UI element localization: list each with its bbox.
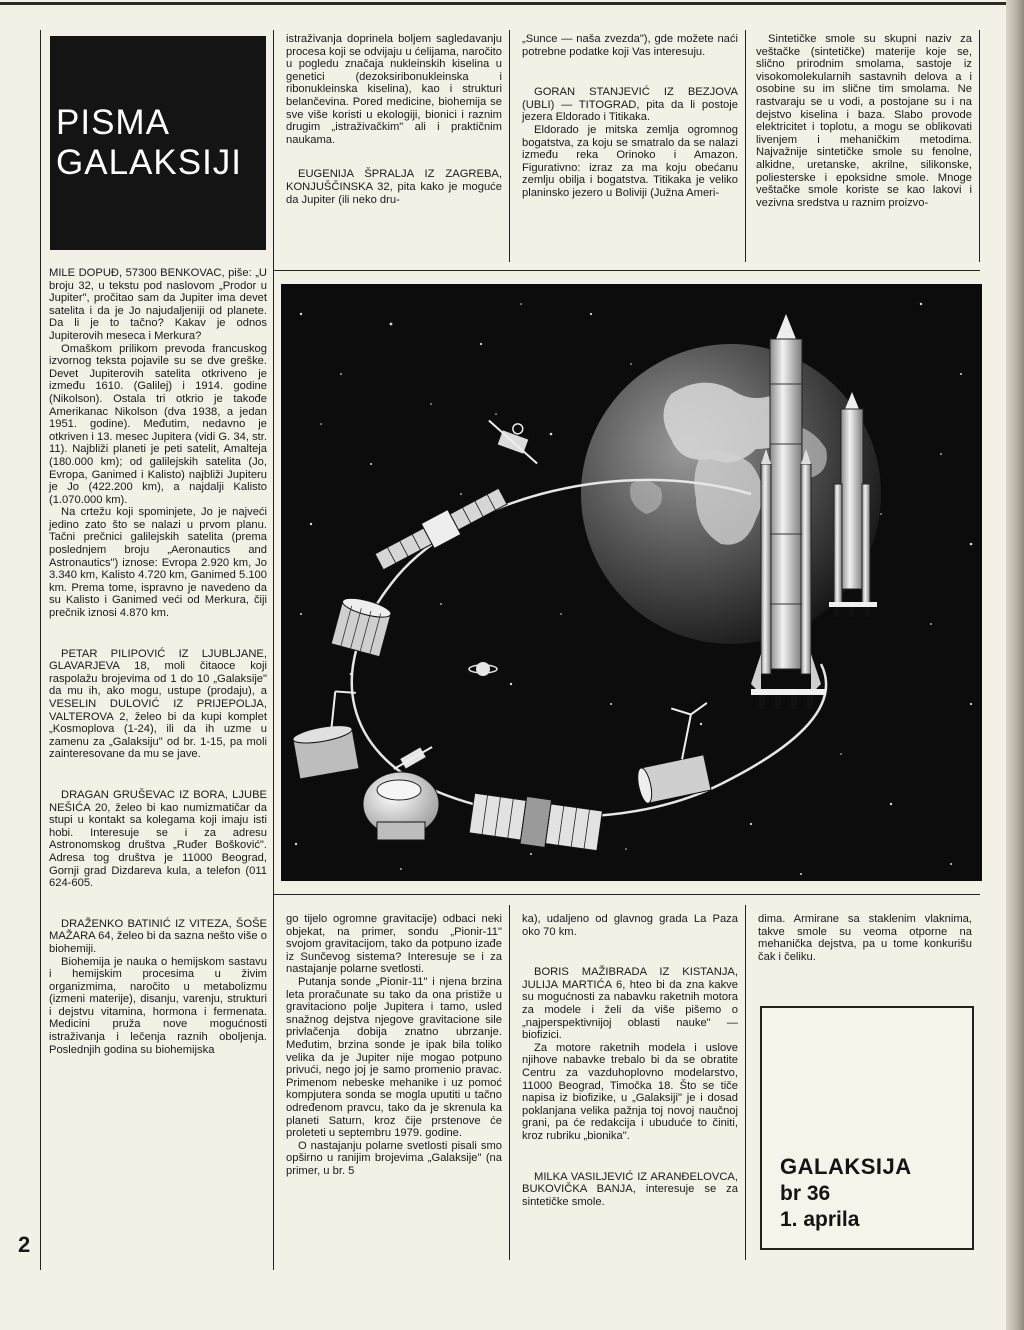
column-bottom-3 <box>522 913 738 1208</box>
answer-paragraph: Eldorado je mitska zemlja ogromnog bogatstva, za koju se smatralo da se nalazi između reka Orinoko i Amazon. Figurativno: izraz za ma koju obećanu zemlju obilja i bogatstva. Titikaka je veliko planinsko jezero u Boliviji (Južna Ameri- <box>522 123 738 199</box>
space-scene <box>281 284 982 881</box>
column-bottom-4 <box>758 913 972 963</box>
column-bottom-2 <box>286 913 502 1177</box>
letter-paragraph: DRAGAN GRUŠEVAC IZ BORA, LJUBE NEŠIĆA 20, želeo bi kao numizmatičar da stupi u kontakt sa kolegama koji imaju isti hobi. Interesuje se i za adresu Astronomskog društva „Ruđer Bošković". Adresa tog društva je 11000 Beograd, Gornji grad Dizdareva kula, a telefon (011 624-605. <box>49 788 267 890</box>
letter-paragraph: BORIS MAŽIBRADA IZ KISTANJA, JULIJA MARTIĆA 6, hteo bi da zna kakve su mogućnosti za nabavku raketnih motora za modele i želi da više pišemo o „najperspektivnijoj oblasti nauke" — biofizici. <box>522 966 738 1042</box>
letter-paragraph: MILE DOPUĐ, 57300 BENKOVAC, piše: „U broju 32, u tekstu pod naslovom „Prodor u Jupiter", pročitao sam da Jupiter ima devet satelita i da je Jo najudaljeniji od planete. Da li je to tačno? Kakav je odnos Jupiterovih meseca i Merkura? <box>49 267 267 342</box>
column-rule <box>979 30 980 262</box>
letter-paragraph: GORAN STANJEVIĆ IZ BEZJOVA (UBLI) — TITOGRAD, pita da li postoje jezera Eldorado i Titikaka. <box>522 86 738 124</box>
column-top-4 <box>756 33 972 209</box>
section-title-line2: GALAKSIJI <box>56 143 243 182</box>
column-rule <box>273 30 274 1270</box>
next-issue-box <box>760 1006 974 1250</box>
answer-paragraph: Putanja sonde „Pionir-11" i njena brzina leta proračunate su tako da ona pristiže u gravitaciono polje Jupitera i tamo, usled snažnog dejstva njegove gravitacione sile privlačenja dobija znatno ubrzanje. Međutim, brzina sonde je ipak bila toliko velika da je Jupiter nije mogao potpuno privući, nego joj je samo promenio pravac. Primenom nebeske mehanike i uz pomoć kompjutera sonda se mogla uputiti u tačno određenom pravcu, tako da je skrenula ka planeti Saturn, kroz čije prstenove će proleteti u septembru 1979. godine. <box>286 975 502 1140</box>
answer-paragraph: Za motore raketnih modela i uslove njihove nabavke trebalo bi da se obratite Centru za vazduhoplovno modelarstvo, 11000 Beograd, Timočka 18. Što se tiče napisa iz biofizike, u „Galaksiji" je i dosad poklanjana velika pažnja toj novoj naučnoj grani, pa će redakcija i ubuduće to činiti, kroz rubriku „bionika". <box>522 1041 738 1142</box>
answer-paragraph: „Sunce — naša zvezda"), gde možete naći potrebne podatke koji Vas interesuju. <box>522 33 738 58</box>
answer-paragraph: istraživanja doprinela boljem sagledavanju procesa koji se odvijaju u ćelijama, naročito u pogledu značaja nukleinskih kiselina u genetici (dezoksiribonukleinska i ribonukleinska kiselina), kao i strukturi belančevina. Pored medicine, biohemija se sve više koristi u ekologiji, bionici i raznim drugim „istraživačkim" ali i praktičnim naukama. <box>286 33 502 146</box>
answer-paragraph: Biohemija je nauka o hemijskom sastavu i hemijskim procesima u živim organizmima, naročito u metabolizmu (izmeni materije), disanju, varenju, strukturi i dejstvu vitamina, hormona i fermenata. Medicini pruža nove mogućnosti istraživanja i lečenja raznih oboljenja. Poslednjih godina su biohemijska <box>49 955 267 1056</box>
next-issue-number: br 36 <box>780 1182 831 1205</box>
section-title-block <box>50 36 266 250</box>
next-issue-magazine: GALAKSIJA <box>780 1154 912 1179</box>
letter-paragraph: DRAŽENKO BATINIĆ IZ VITEZA, ŠOŠE MAŽARA 64, želeo bi da sazna nešto više o biohemiji. <box>49 917 267 955</box>
answer-paragraph: O nastajanju polarne svetlosti pisali smo opširno u ranijim brojevima „Galaksije" (na primer, u br. 5 <box>286 1139 502 1177</box>
space-illustration <box>281 284 982 881</box>
column-top-3 <box>522 33 738 200</box>
page-edge <box>1006 0 1024 1330</box>
answer-paragraph: Sintetičke smole su skupni naziv za veštačke (sintetičke) materije koje se, slično prirodnim smolama, sastoje iz visokomolekularnih sastavnih delova a i osobine su im slične tim smolama. Ne rastvaraju se u vodi, a postojane su i na dejstvo kiselina i baza. Slabo provode elektricitet i toplotu, a mogu se oblikovati livenjem i mehaničkim metodima. Najvažnije sintetičke smole su fenolne, alkidne, uretanske, akrilne, silikonske, poliesterske i epoksidne smole. Mnoge veštačke smole koriste se kao lakovi i vezivna sredstva u raznim proizvo- <box>756 33 972 209</box>
letter-paragraph: EUGENIJA ŠPRALJA IZ ZAGREBA, KONJUŠČINSKA 32, pita kako je moguće da Jupiter (ili neko dru- <box>286 168 502 206</box>
column-rule <box>40 30 41 1270</box>
answer-paragraph: Na crtežu koji spominjete, Jo je najveći jedino zato što se nalazi u prvom planu. Tačni prečnici galilejskih satelita (prema poslednjem broju „Aeronautics and Astronautics") iznose: Evropa 2.920 km, Jo 3.340 km, Kalisto 4.720 km, Ganimed 5.100 km. Prema tome, ispravno je navedeno da su Kalisto i Ganimed veći od Merkura, čiji prečnik iznosi 4.870 km. <box>49 506 267 620</box>
answer-paragraph: ka), udaljeno od glavnog grada La Paza oko 70 km. <box>522 913 738 938</box>
column-rule <box>745 905 746 1260</box>
column-rule <box>745 30 746 262</box>
answer-paragraph: go tijelo ogromne gravitacije) odbaci neki objekat, na primer, sondu „Pionir-11" svojom gravitacijom, tako da potpuno izađe iz Sunčevog sistema? Interesuje se i za nastajanje polarne svetlosti. <box>286 913 502 976</box>
section-rule <box>273 270 980 271</box>
column-top-2 <box>286 33 502 206</box>
section-rule <box>273 894 980 895</box>
answer-paragraph: Omaškom prilikom prevoda francuskog izvornog teksta pojavile su se dve greške. Devet Jupiterovih satelita otkriveno je između 1610. (Galilej) i 1914. godine (Nikolson). Ostala tri otkrio je takođe Amerikanac Nikolson (dva 1938, a jedan 1951. godine). Međutim, nedavno je otkriven i 13. mesec Jupitera (vidi G. 34, str. 11). Najbliži planeti je peti satelit, Amalteja (180.000 km); od galilejskih satelita (Jo, Evropa, Ganimed i Kalisto) najbliži Jupiteru je Jo (422.200 km), a najdalji Kalisto (1.070.000 km). <box>49 342 267 506</box>
column-rule <box>509 905 510 1260</box>
column-left <box>49 267 267 1056</box>
next-issue-date: 1. aprila <box>780 1208 860 1231</box>
letter-paragraph: MILKA VASILJEVIĆ IZ ARANĐELOVCA, BUKOVIČKA BANJA, interesuje se za sintetičke smole. <box>522 1170 738 1208</box>
column-rule <box>509 30 510 262</box>
answer-paragraph: dima. Armirane sa staklenim vlaknima, takve smole su veoma otporne na mehanička dejstva, pa u tome konkurišu čak i čeliku. <box>758 913 972 963</box>
page-number: 2 <box>18 1232 31 1257</box>
top-border <box>0 2 1024 5</box>
letter-paragraph: PETAR PILIPOVIĆ IZ LJUBLJANE, GLAVARJEVA 18, moli čitaoce koji raspolažu brojevima od 1 do 10 „Galaksije" da mu ih, ako mogu, ustupe (prodaju), a VESELIN DULOVIĆ IZ PRIJEPOLJA, VALTEROVA 2, želeo bi da kupi komplet „Kosmoplova (1-24), ili da ih uzme u zamenu za „Galaksiju" od br. 1-15, pa moli zainteresovane da mu se jave. <box>49 647 267 761</box>
section-title-line1: PISMA <box>56 103 170 142</box>
